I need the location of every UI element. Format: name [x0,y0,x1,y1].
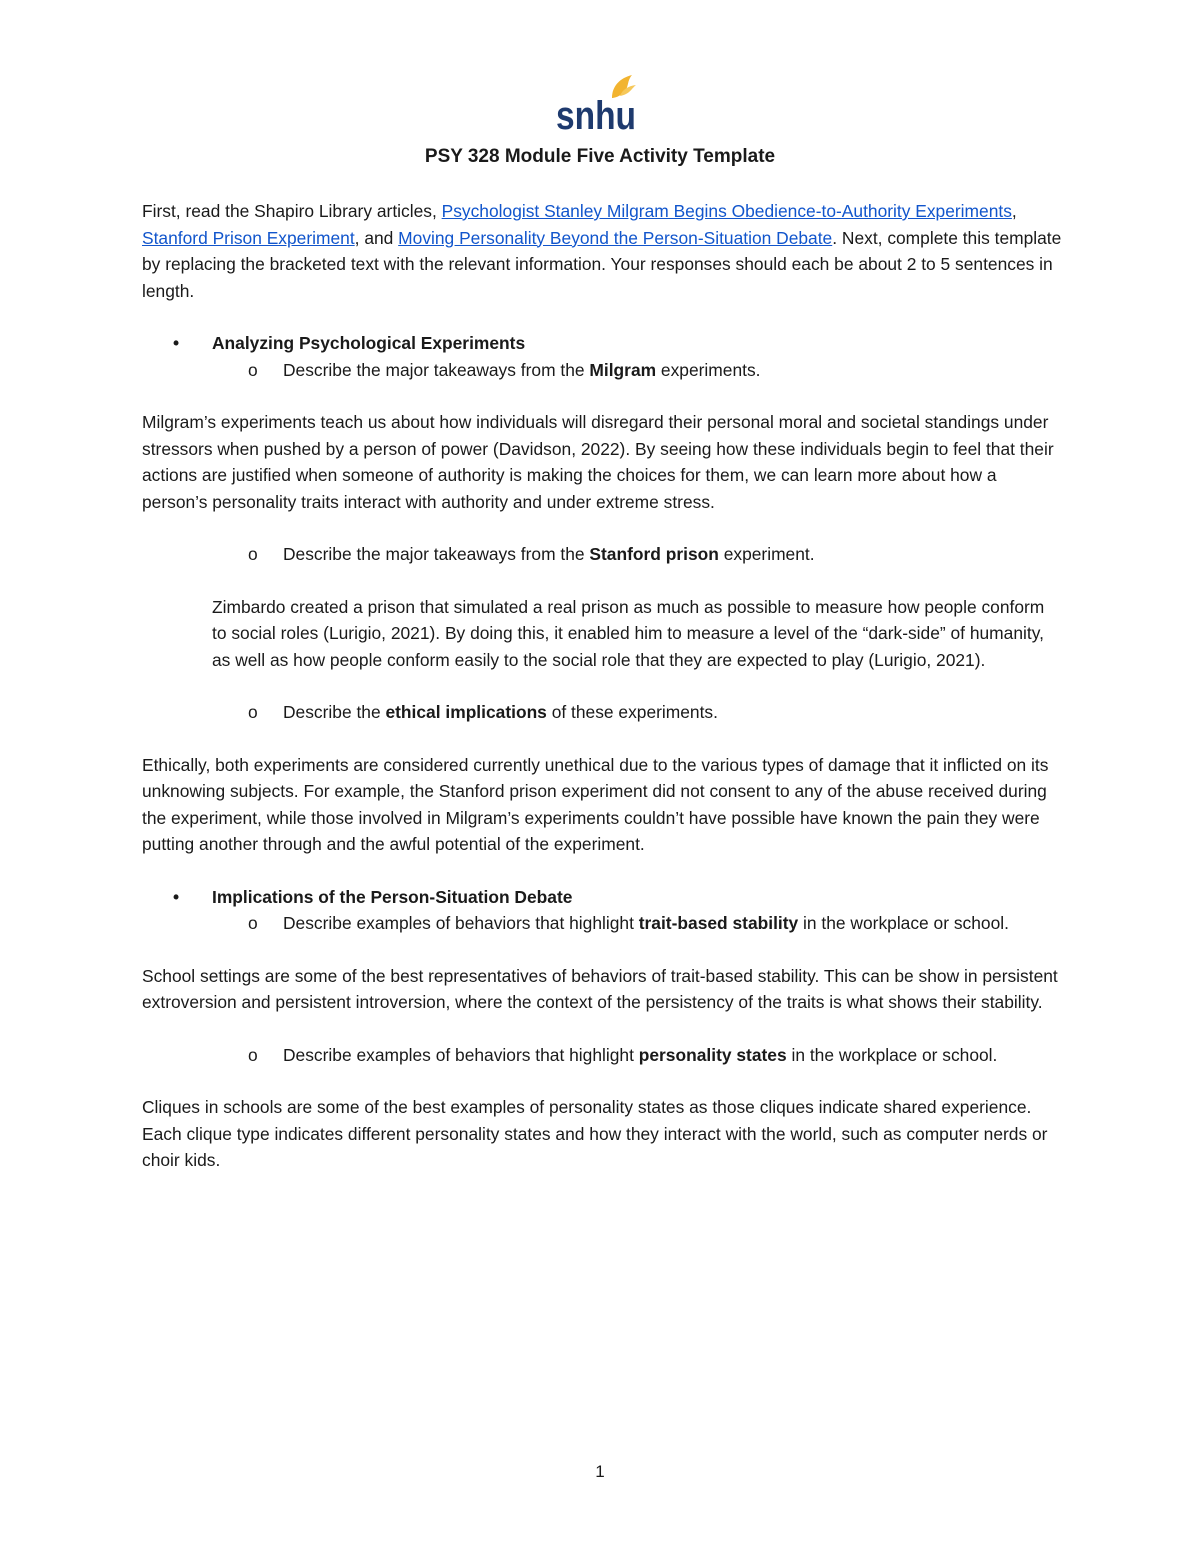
question-keyword: Milgram [589,359,657,380]
bullet-mark: • [173,333,180,353]
link-stanford-article[interactable]: Stanford Prison Experiment [142,227,355,248]
section-heading-person-situation [142,884,1062,911]
page-number: 1 [595,1462,605,1481]
intro-text-3: , and [354,227,399,248]
section-heading-analyzing [142,330,1062,357]
question-personality-states [142,1042,1062,1069]
snhu-logo [556,74,642,134]
question-text: Describe the major takeaways from the [283,359,590,380]
question-text-end: of these experiments. [546,702,718,722]
sub-bullet-mark: o [248,913,258,933]
link-personality-article[interactable]: Moving Personality Beyond the Person-Situation Debate [398,227,833,248]
document-body [142,198,1062,1174]
intro-text-2: , [1011,201,1017,221]
answer-trait-stability: School settings are some of the best representatives of behaviors of trait-based stability. This can be show in persistent extroversion and persistent introversion, where the context of the persistency of the traits is what shows their stability. [142,965,1058,1012]
section-heading-text: Analyzing Psychological Experiments [212,333,526,353]
sub-bullet-mark: o [248,702,258,722]
question-milgram [142,357,1062,384]
answer-ethics: Ethically, both experiments are considered currently unethical due to the various types of damage that it inflicted on its unknowing subjects. For example, the Stanford prison experiment did not consent to any of the abuse received during the experiment, while those involved in Milgram’s experiments couldn’t have possible have known the pain they were putting another through and the awful potential of the experiment. [142,754,1049,854]
question-keyword: ethical implications [385,702,547,722]
intro-text-1: First, read the Shapiro Library articles, [142,201,442,221]
question-text: Describe the [283,702,386,722]
sub-bullet-mark: o [248,544,258,564]
question-ethics [142,699,1062,726]
answer-stanford: Zimbardo created a prison that simulated a real prison as much as possible to measure how people conform to social roles (Lurigio, 2021). By doing this, it enabled him to measure a level of the “dark-side” of humanity, as well as how people conform easily to the social role that they are expected to play (Lurigio, 2021). [212,596,1045,670]
sub-bullet-mark: o [248,359,258,380]
question-text-end: experiment. [718,544,815,564]
question-keyword: trait-based stability [638,913,799,933]
intro-paragraph [142,198,1062,304]
question-keyword: personality states [638,1044,787,1065]
question-trait-stability [142,910,1062,937]
answer-personality-states: Cliques in schools are some of the best examples of personality states as those cliques indicate shared experience. Each clique type indicates different personality states and how they interact with the world, such as computer nerds or choir kids. [142,1097,1048,1170]
svg-text:snhu: snhu [556,94,636,134]
question-text-end: in the workplace or school. [786,1044,998,1065]
question-text-end: experiments. [656,359,761,380]
question-stanford [142,541,1062,568]
document-title: PSY 328 Module Five Activity Template [424,146,776,167]
section-heading-text: Implications of the Person-Situation Debate [212,886,573,907]
snhu-logo-image [556,74,642,134]
question-text-end: in the workplace or school. [798,913,1009,933]
bullet-mark: • [173,886,180,907]
question-text: Describe examples of behaviors that highlight [283,1044,639,1065]
question-keyword: Stanford prison [589,544,719,564]
link-milgram-article[interactable]: Psychologist Stanley Milgram Begins Obedience-to-Authority Experiments [441,201,1012,221]
answer-milgram: Milgram’s experiments teach us about how individuals will disregard their personal moral and societal standings under stressors when pushed by a person of power (Davidson, 2022). By seeing how these individuals begin to feel that their actions are justified when someone of authority is making the choices for them, we can learn more about how a person’s personality traits interact with authority and under extreme stress. [142,412,1054,512]
question-text: Describe the major takeaways from the [283,544,590,564]
sub-bullet-mark: o [248,1044,258,1065]
question-text: Describe examples of behaviors that highlight [283,913,639,933]
intro-text-4: . Next, complete this template by replacing the bracketed text with the relevant information. Your responses should each be about 2 to 5 sentences in length. [142,227,1062,301]
